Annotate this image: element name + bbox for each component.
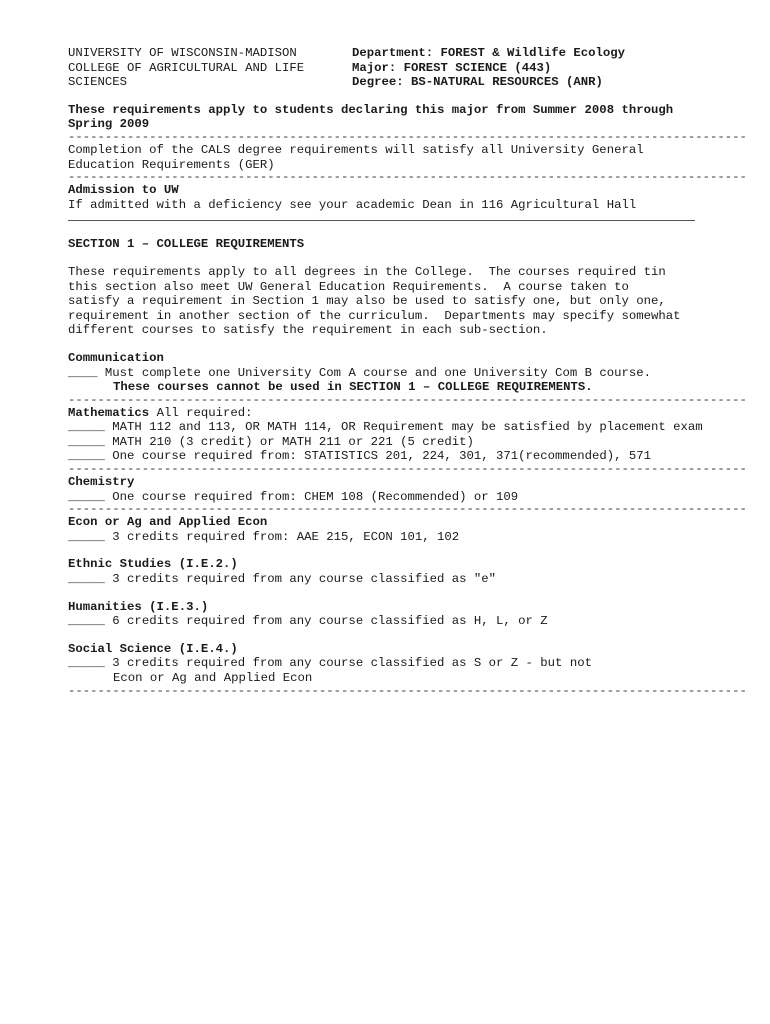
completion-note-line1: Completion of the CALS degree requirements will satisfy all University General	[68, 142, 644, 157]
checkbox-blank[interactable]: _____	[68, 489, 105, 504]
applies-notice-line2: Spring 2009	[68, 117, 150, 132]
admission-heading: Admission to UW	[68, 183, 179, 198]
university-block	[68, 46, 352, 90]
social-science-item	[68, 656, 728, 671]
document-header	[68, 46, 728, 90]
humanities-text: 6 credits required from any course classified as H, L, or Z	[112, 614, 548, 629]
social-science-heading: Social Science (I.E.4.)	[68, 641, 238, 656]
communication-note: These courses cannot be used in SECTION 1 – COLLEGE REQUIREMENTS.	[113, 380, 593, 395]
section1-title: SECTION 1 – COLLEGE REQUIREMENTS	[68, 237, 305, 252]
checkbox-blank[interactable]: _____	[68, 420, 105, 435]
mathematics-heading: Mathematics	[68, 405, 150, 420]
divider: --------------------------------------------------------------------------------------------	[68, 170, 747, 185]
communication-text: Must complete one University Com A course and one University Com B course.	[104, 365, 651, 380]
mathematics-item	[68, 435, 728, 450]
econ-item	[68, 530, 728, 545]
college-name: COLLEGE OF AGRICULTURAL AND LIFE	[68, 60, 305, 75]
humanities-heading: Humanities (I.E.3.)	[68, 599, 209, 614]
divider: --------------------------------------------------------------------------------------------	[68, 392, 747, 407]
divider: --------------------------------------------------------------------------------------------	[68, 129, 747, 144]
divider: --------------------------------------------------------------------------------------------	[68, 462, 747, 477]
divider: --------------------------------------------------------------------------------------------	[68, 502, 747, 517]
ethnic-studies-text: 3 credits required from any course classified as "e"	[112, 572, 497, 587]
section1-paragraph-line: requirement in another section of the curriculum. Departments may specify somewhat	[68, 308, 681, 323]
checkbox-blank[interactable]: _____	[68, 656, 105, 671]
mathematics-heading-line	[68, 406, 728, 421]
mathematics-suffix: All required:	[156, 405, 253, 420]
applies-notice-line1: These requirements apply to students declaring this major from Summer 2008 through	[68, 102, 674, 117]
college-name-cont: SCIENCES	[68, 75, 128, 90]
admission-text: If admitted with a deficiency see your academic Dean in 116 Agricultural Hall	[68, 197, 637, 212]
mathematics-item	[68, 420, 728, 435]
communication-item	[68, 366, 728, 381]
econ-text: 3 credits required from: AAE 215, ECON 101, 102	[112, 529, 460, 544]
communication-heading: Communication	[68, 350, 164, 365]
chemistry-heading: Chemistry	[68, 475, 135, 490]
major: Major: FOREST SCIENCE (443)	[352, 60, 552, 75]
checkbox-blank[interactable]: _____	[68, 572, 105, 587]
department: Department: FOREST & Wildlife Ecology	[352, 46, 626, 60]
humanities-item	[68, 614, 728, 629]
mathematics-item-text: MATH 210 (3 credit) or MATH 211 or 221 (5 credit)	[112, 434, 474, 449]
checkbox-blank[interactable]: _____	[68, 529, 105, 544]
social-science-text: 3 credits required from any course classified as S or Z - but not	[112, 656, 592, 671]
mathematics-item-text: One course required from: STATISTICS 201, 224, 301, 371(recommended), 571	[112, 449, 651, 464]
divider: --------------------------------------------------------------------------------------------	[68, 683, 747, 698]
ethnic-studies-heading: Ethnic Studies (I.E.2.)	[68, 557, 238, 572]
checkbox-blank[interactable]: _____	[68, 614, 105, 629]
mathematics-item-text: MATH 112 and 113, OR MATH 114, OR Requirement may be satisfied by placement exam	[112, 420, 703, 435]
checkbox-blank[interactable]: _____	[68, 449, 105, 464]
section1-paragraph-line: this section also meet UW General Education Requirements. A course taken to	[68, 279, 629, 294]
section1-paragraph-line: satisfy a requirement in Section 1 may also be used to satisfy one, but only one,	[68, 294, 666, 309]
chemistry-text: One course required from: CHEM 108 (Recommended) or 109	[112, 489, 519, 504]
university-name: UNIVERSITY OF WISCONSIN-MADISON	[68, 46, 297, 60]
section1-paragraph-line: different courses to satisfy the requirement in each sub-section.	[68, 323, 548, 338]
checkbox-blank[interactable]: _____	[68, 434, 105, 449]
degree: Degree: BS-NATURAL RESOURCES (ANR)	[352, 75, 603, 90]
section1-paragraph-line: These requirements apply to all degrees in the College. The courses required tin	[68, 264, 666, 279]
ethnic-studies-item	[68, 572, 728, 587]
program-block	[352, 46, 728, 90]
checkbox-blank[interactable]: ____	[68, 365, 98, 380]
requirements-document	[68, 46, 747, 698]
completion-note-line2: Education Requirements (GER)	[68, 157, 275, 172]
social-science-text-cont: Econ or Ag and Applied Econ	[113, 671, 313, 685]
econ-heading: Econ or Ag and Applied Econ	[68, 515, 268, 530]
